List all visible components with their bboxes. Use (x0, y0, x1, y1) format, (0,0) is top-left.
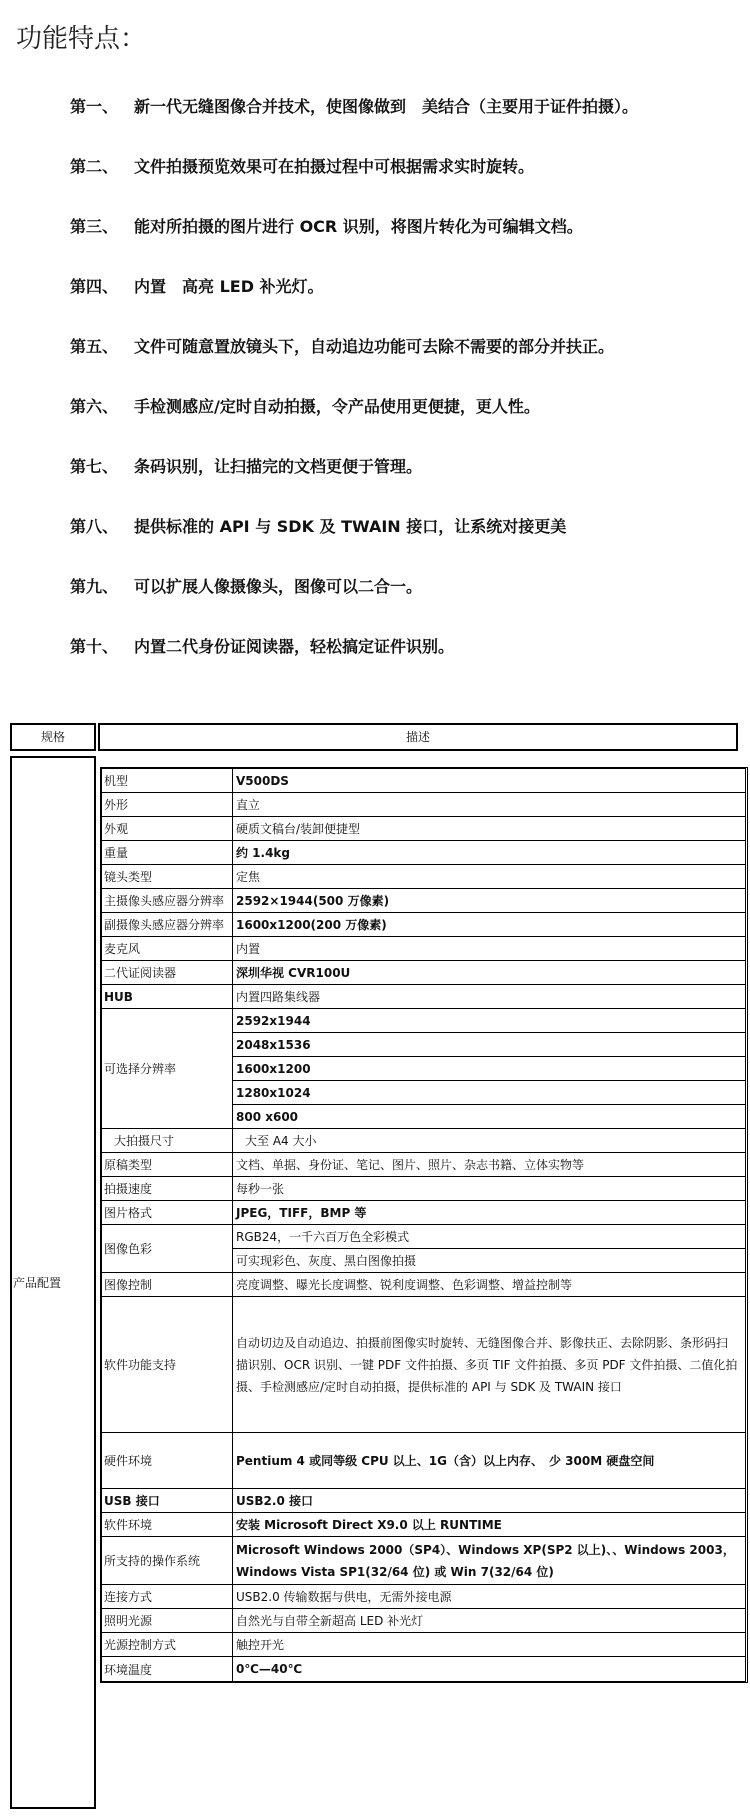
feature-item (70, 516, 740, 576)
table-row (102, 841, 745, 865)
table-row (102, 1153, 745, 1177)
row-value: 2592×1944(500 万像素) (236, 894, 390, 908)
row-value: 内置四路集线器 (236, 990, 321, 1004)
feature-text: 内置 高亮 LED 补光灯。 (134, 277, 324, 296)
row-key: 镜头类型 (102, 865, 233, 888)
row-value: Pentium 4 或同等级 CPU 以上、1G（含）以上内存、 少 300M 硬盘空间 (236, 1454, 655, 1468)
feature-number: 第三、 (70, 217, 119, 236)
row-key: 环境温度 (102, 1657, 233, 1681)
feature-number: 第五、 (70, 337, 119, 356)
row-value: 文档、单据、身份证、笔记、图片、照片、杂志书籍、立体实物等 (236, 1158, 585, 1172)
feature-number: 第四、 (70, 277, 119, 296)
table-row (102, 1225, 745, 1273)
feature-text: 文件可随意置放镜头下，自动追边功能可去除不需要的部分并扶正。 (134, 337, 615, 356)
feature-number: 第九、 (70, 577, 119, 596)
row-value: 触控开光 (236, 1638, 285, 1652)
row-key: 硬件环境 (102, 1433, 233, 1488)
header-spec: 规格 (10, 723, 96, 751)
table-row (102, 1201, 745, 1225)
table-row (102, 1177, 745, 1201)
row-key: 图片格式 (102, 1201, 233, 1224)
feature-number: 第一、 (70, 97, 119, 116)
row-key: 照明光源 (102, 1609, 233, 1632)
row-key: 机型 (102, 769, 233, 792)
feature-number: 第八、 (70, 517, 119, 536)
table-row (102, 1297, 745, 1433)
row-value: 内置 (236, 942, 261, 956)
row-key: 所支持的操作系统 (102, 1537, 233, 1584)
spec-table (10, 723, 738, 1811)
table-row (102, 913, 745, 937)
row-value: 每秒一张 (236, 1182, 285, 1196)
table-row (102, 1609, 745, 1633)
row-key: 副摄像头感应器分辨率 (102, 913, 233, 936)
row-value: 硬质文稿台/装卸便捷型 (236, 822, 361, 836)
feature-item (70, 216, 740, 276)
table-row (102, 793, 745, 817)
table-row (102, 985, 745, 1009)
row-key: 连接方式 (102, 1585, 233, 1608)
feature-item (70, 336, 740, 396)
row-value: 自然光与自带全新超高 LED 补光灯 (236, 1614, 424, 1628)
row-key: 拍摄速度 (102, 1177, 233, 1200)
row-value: 0℃—40℃ (236, 1662, 303, 1676)
row-key: 光源控制方式 (102, 1633, 233, 1656)
resolution-option: 800 x600 (236, 1109, 299, 1124)
row-key: 软件功能支持 (102, 1297, 233, 1432)
feature-text: 提供标准的 API 与 SDK 及 TWAIN 接口，让系统对接更美 (134, 517, 567, 536)
row-value: 大至 A4 大小 (245, 1134, 317, 1148)
table-row (102, 1129, 745, 1153)
row-value: 可实现彩色、灰度、黑白图像拍摄 (236, 1254, 417, 1268)
feature-number: 第七、 (70, 457, 119, 476)
spec-rows (100, 767, 748, 1683)
feature-item (70, 276, 740, 336)
row-value: 安装 Microsoft Direct X9.0 以上 RUNTIME (236, 1518, 502, 1532)
row-key: 二代证阅读器 (102, 961, 233, 984)
row-key: 外形 (102, 793, 233, 816)
resolution-option: 1280x1024 (236, 1085, 311, 1100)
table-row (102, 1513, 745, 1537)
row-value: 1600x1200(200 万像素) (236, 918, 387, 932)
feature-list (70, 96, 740, 696)
feature-text: 能对所拍摄的图片进行 OCR 识别，将图片转化为可编辑文档。 (134, 217, 583, 236)
table-row (102, 1585, 745, 1609)
row-value: V500DS (236, 773, 289, 788)
row-key: 大拍摄尺寸 (102, 1129, 233, 1152)
row-value: 自动切边及自动追边、拍摄前图像实时旋转、无缝图像合并、影像扶正、去除阴影、条形码扫描识别、OCR 识别、一键 PDF 文件拍摄、多页 TIF 文件拍摄、多页 PDF 文件拍摄、二值化拍摄、手检测感应/定时自动拍摄，提供标准的 API 与 SDK 及 TWAIN 接口 (236, 1335, 738, 1394)
feature-text: 新一代无缝图像合并技术，使图像做到 美结合（主要用于证件拍摄）。 (134, 97, 639, 116)
row-key: 外观 (102, 817, 233, 840)
table-row (102, 1537, 745, 1585)
row-value: USB2.0 接口 (236, 1494, 313, 1508)
feature-number: 第二、 (70, 157, 119, 176)
feature-item (70, 396, 740, 456)
row-value: 亮度调整、曝光长度调整、锐利度调整、色彩调整、增益控制等 (236, 1278, 573, 1292)
header-description: 描述 (98, 723, 738, 751)
table-row (102, 1433, 745, 1489)
resolution-option: 1600x1200 (236, 1061, 311, 1076)
row-key: USB 接口 (104, 1494, 160, 1508)
row-key: 软件环境 (102, 1513, 233, 1536)
feature-number: 第六、 (70, 397, 119, 416)
feature-text: 条码识别，让扫描完的文档更便于管理。 (134, 457, 423, 476)
row-value: 直立 (236, 798, 261, 812)
feature-item (70, 456, 740, 516)
feature-item (70, 576, 740, 636)
table-row (102, 1633, 745, 1657)
table-row (102, 1273, 745, 1297)
table-row (102, 865, 745, 889)
feature-text: 手检测感应/定时自动拍摄，令产品使用更便捷，更人性。 (134, 397, 540, 416)
resolution-option: 2592x1944 (236, 1013, 311, 1028)
row-key: 重量 (102, 841, 233, 864)
row-value: USB2.0 传输数据与供电，无需外接电源 (236, 1590, 452, 1604)
row-value: Microsoft Windows 2000（SP4）、Windows XP(SP2 以上)、、Windows 2003，Windows Vista SP1(32/64 位) 或 Win 7(32/64 位) (236, 1542, 735, 1579)
table-row (102, 1489, 745, 1513)
table-row (102, 961, 745, 985)
feature-text: 内置二代身份证阅读器，轻松搞定证件识别。 (134, 637, 455, 656)
row-key: 原稿类型 (102, 1153, 233, 1176)
feature-text: 可以扩展人像摄像头，图像可以二合一。 (134, 577, 423, 596)
row-value: 约 1.4kg (236, 846, 291, 860)
table-row (102, 769, 745, 793)
row-key: 图像色彩 (102, 1225, 233, 1272)
page-title: 功能特点： (16, 24, 147, 54)
table-row (102, 1009, 745, 1129)
row-key: 麦克风 (102, 937, 233, 960)
feature-text: 文件拍摄预览效果可在拍摄过程中可根据需求实时旋转。 (134, 157, 535, 176)
feature-number: 第十、 (70, 637, 119, 656)
row-value: 定焦 (236, 870, 261, 884)
table-row (102, 1657, 745, 1681)
table-row (102, 937, 745, 961)
table-row (102, 817, 745, 841)
spec-table-header (10, 723, 738, 755)
group-label: 产品配置 (10, 756, 96, 1809)
row-value: 深圳华视 CVR100U (236, 966, 351, 980)
feature-item (70, 156, 740, 216)
feature-item (70, 96, 740, 156)
row-key: HUB (104, 989, 133, 1004)
row-value: RGB24，一千六百万色全彩模式 (233, 1225, 745, 1249)
row-value: JPEG，TIFF，BMP 等 (236, 1206, 367, 1220)
table-row (102, 889, 745, 913)
feature-item (70, 636, 740, 696)
resolution-option: 2048x1536 (236, 1037, 311, 1052)
row-key: 可选择分辨率 (102, 1009, 233, 1128)
row-key: 主摄像头感应器分辨率 (102, 889, 233, 912)
row-key: 图像控制 (102, 1273, 233, 1296)
